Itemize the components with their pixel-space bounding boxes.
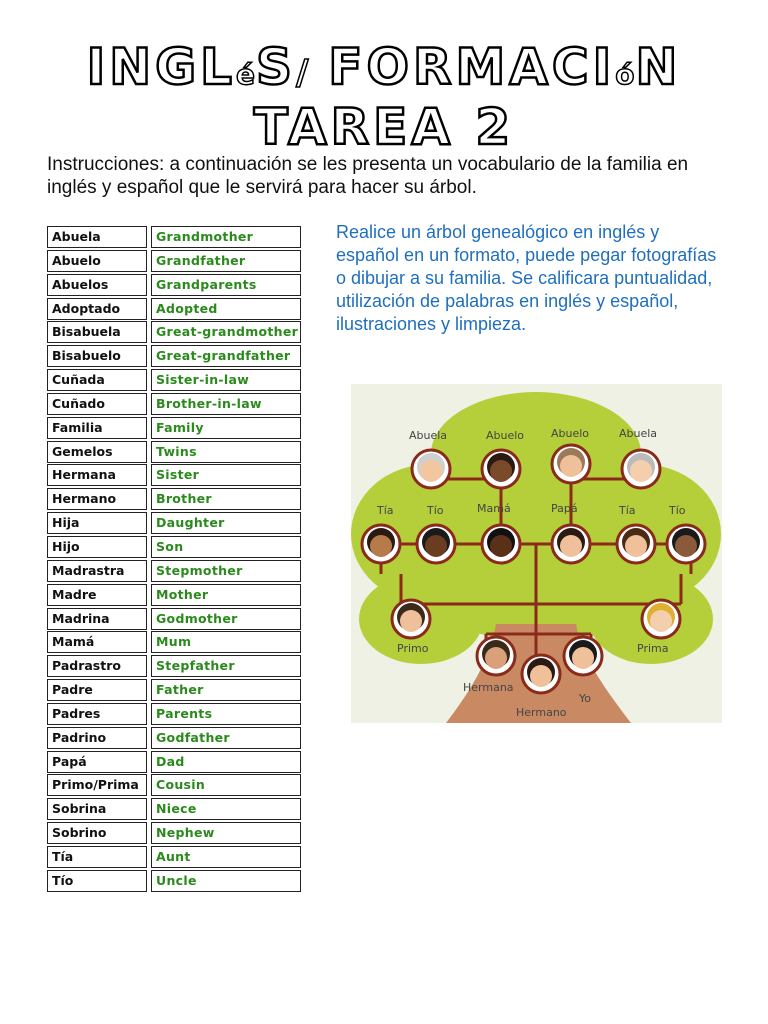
label-hermano: Hermano (516, 706, 567, 719)
english-word: Mum (151, 631, 301, 653)
vocabulary-row (47, 298, 301, 322)
label-abuela-1: Abuela (409, 429, 448, 442)
english-word: Grandfather (151, 250, 301, 272)
spanish-word: Bisabuela (47, 321, 147, 343)
portrait-face (400, 610, 422, 632)
english-word: Mother (151, 584, 301, 606)
vocabulary-row (47, 226, 301, 250)
english-word: Uncle (151, 870, 301, 892)
english-word: Grandmother (151, 226, 301, 248)
spanish-word: Papá (47, 751, 147, 773)
vocabulary-row (47, 631, 301, 655)
portrait-face (425, 535, 447, 557)
spanish-word: Padres (47, 703, 147, 725)
person-portrait (482, 525, 520, 563)
label-hermana: Hermana (463, 681, 514, 694)
label-tia-2: Tía (619, 504, 636, 517)
spanish-word: Madrastra (47, 560, 147, 582)
vocabulary-row (47, 345, 301, 369)
spanish-word: Tía (47, 846, 147, 868)
english-word: Stepfather (151, 655, 301, 677)
label-abuela-2: Abuela (619, 427, 658, 440)
label-tia-1: Tía (377, 504, 394, 517)
portrait-face (650, 610, 672, 632)
portrait-face (420, 460, 442, 482)
vocabulary-row (47, 608, 301, 632)
person-portrait (552, 445, 590, 483)
vocabulary-row (47, 488, 301, 512)
vocabulary-row (47, 536, 301, 560)
vocabulary-row (47, 822, 301, 846)
vocabulary-table (47, 226, 301, 894)
family-tree-illustration (351, 384, 722, 723)
spanish-word: Bisabuelo (47, 345, 147, 367)
portrait-face (675, 535, 697, 557)
english-word: Grandparents (151, 274, 301, 296)
family-tree-svg (351, 384, 722, 723)
instructions-text: Instrucciones: a continuación se les presenta un vocabulario de la familia en inglés y español que le servirá para hacer su árbol. (47, 154, 689, 198)
spanish-word: Gemelos (47, 441, 147, 463)
person-portrait (522, 655, 560, 693)
vocabulary-row (47, 584, 301, 608)
english-word: Brother-in-law (151, 393, 301, 415)
title-part: INGL (86, 38, 237, 96)
spanish-word: Madrina (47, 608, 147, 630)
english-word: Adopted (151, 298, 301, 320)
spanish-word: Hermana (47, 464, 147, 486)
english-word: Dad (151, 751, 301, 773)
english-word: Son (151, 536, 301, 558)
vocabulary-row (47, 250, 301, 274)
spanish-word: Tío (47, 870, 147, 892)
title-part: S (256, 38, 297, 96)
spanish-word: Cuñado (47, 393, 147, 415)
vocabulary-row (47, 441, 301, 465)
english-word: Godmother (151, 608, 301, 630)
label-prima: Prima (637, 642, 669, 655)
vocabulary-row (47, 512, 301, 536)
person-portrait (392, 600, 430, 638)
title-part: é (236, 58, 257, 91)
vocabulary-row (47, 774, 301, 798)
spanish-word: Sobrina (47, 798, 147, 820)
english-word: Stepmother (151, 560, 301, 582)
person-portrait (667, 525, 705, 563)
spanish-word: Padrastro (47, 655, 147, 677)
english-word: Nephew (151, 822, 301, 844)
page-title-line2: TAREA 2 (253, 98, 515, 156)
title-part: / (296, 53, 329, 93)
person-portrait (477, 637, 515, 675)
vocabulary-row (47, 846, 301, 870)
english-word: Great-grandfather (151, 345, 301, 367)
person-portrait (417, 525, 455, 563)
label-yo: Yo (579, 692, 591, 705)
vocabulary-row (47, 655, 301, 679)
page-title-line1 (0, 38, 768, 96)
label-mama: Mamá (477, 502, 511, 515)
portrait-face (560, 455, 582, 477)
portrait-face (370, 535, 392, 557)
person-portrait (564, 637, 602, 675)
spanish-word: Abuelo (47, 250, 147, 272)
english-word: Family (151, 417, 301, 439)
title-part: ó (615, 58, 636, 91)
vocabulary-row (47, 274, 301, 298)
vocabulary-row (47, 393, 301, 417)
spanish-word: Cuñada (47, 369, 147, 391)
portrait-face (490, 535, 512, 557)
spanish-word: Mamá (47, 631, 147, 653)
vocabulary-row (47, 417, 301, 441)
english-word: Great-grandmother (151, 321, 301, 343)
spanish-word: Hijo (47, 536, 147, 558)
portrait-face (572, 647, 594, 669)
title-part: FORMACI (328, 38, 616, 96)
spanish-word: Madre (47, 584, 147, 606)
portrait-face (490, 460, 512, 482)
vocabulary-row (47, 321, 301, 345)
spanish-word: Hermano (47, 488, 147, 510)
english-word: Godfather (151, 727, 301, 749)
vocabulary-row (47, 703, 301, 727)
portrait-face (560, 535, 582, 557)
person-portrait (642, 600, 680, 638)
spanish-word: Abuela (47, 226, 147, 248)
person-portrait (482, 450, 520, 488)
portrait-face (485, 647, 507, 669)
person-portrait (617, 525, 655, 563)
spanish-word: Padrino (47, 727, 147, 749)
title-part: N (635, 38, 682, 96)
spanish-word: Familia (47, 417, 147, 439)
person-portrait (552, 525, 590, 563)
english-word: Parents (151, 703, 301, 725)
label-tio-2: Tío (669, 504, 686, 517)
person-portrait (362, 525, 400, 563)
spanish-word: Abuelos (47, 274, 147, 296)
vocabulary-row (47, 751, 301, 775)
vocabulary-row (47, 798, 301, 822)
vocabulary-row (47, 870, 301, 894)
english-word: Cousin (151, 774, 301, 796)
english-word: Father (151, 679, 301, 701)
portrait-face (625, 535, 647, 557)
vocabulary-row (47, 727, 301, 751)
person-portrait (622, 450, 660, 488)
spanish-word: Sobrino (47, 822, 147, 844)
vocabulary-row (47, 369, 301, 393)
task-text: Realice un árbol genealógico en inglés y español en un formato, puede pegar fotografías o dibujar a su familia. Se calificara puntualidad, utilización de palabras en inglés y español, ilustraciones y limpieza. (336, 222, 717, 334)
spanish-word: Hija (47, 512, 147, 534)
label-papa: Papá (551, 502, 578, 515)
label-tio-1: Tío (427, 504, 444, 517)
english-word: Twins (151, 441, 301, 463)
vocabulary-row (47, 464, 301, 488)
spanish-word: Primo/Prima (47, 774, 147, 796)
portrait-face (630, 460, 652, 482)
english-word: Brother (151, 488, 301, 510)
label-abuelo-2: Abuelo (551, 427, 590, 440)
label-abuelo-1: Abuelo (486, 429, 525, 442)
english-word: Aunt (151, 846, 301, 868)
english-word: Sister (151, 464, 301, 486)
english-word: Sister-in-law (151, 369, 301, 391)
spanish-word: Padre (47, 679, 147, 701)
spanish-word: Adoptado (47, 298, 147, 320)
person-portrait (412, 450, 450, 488)
vocabulary-row (47, 560, 301, 584)
portrait-face (530, 665, 552, 687)
label-primo: Primo (397, 642, 429, 655)
vocabulary-row (47, 679, 301, 703)
english-word: Niece (151, 798, 301, 820)
english-word: Daughter (151, 512, 301, 534)
